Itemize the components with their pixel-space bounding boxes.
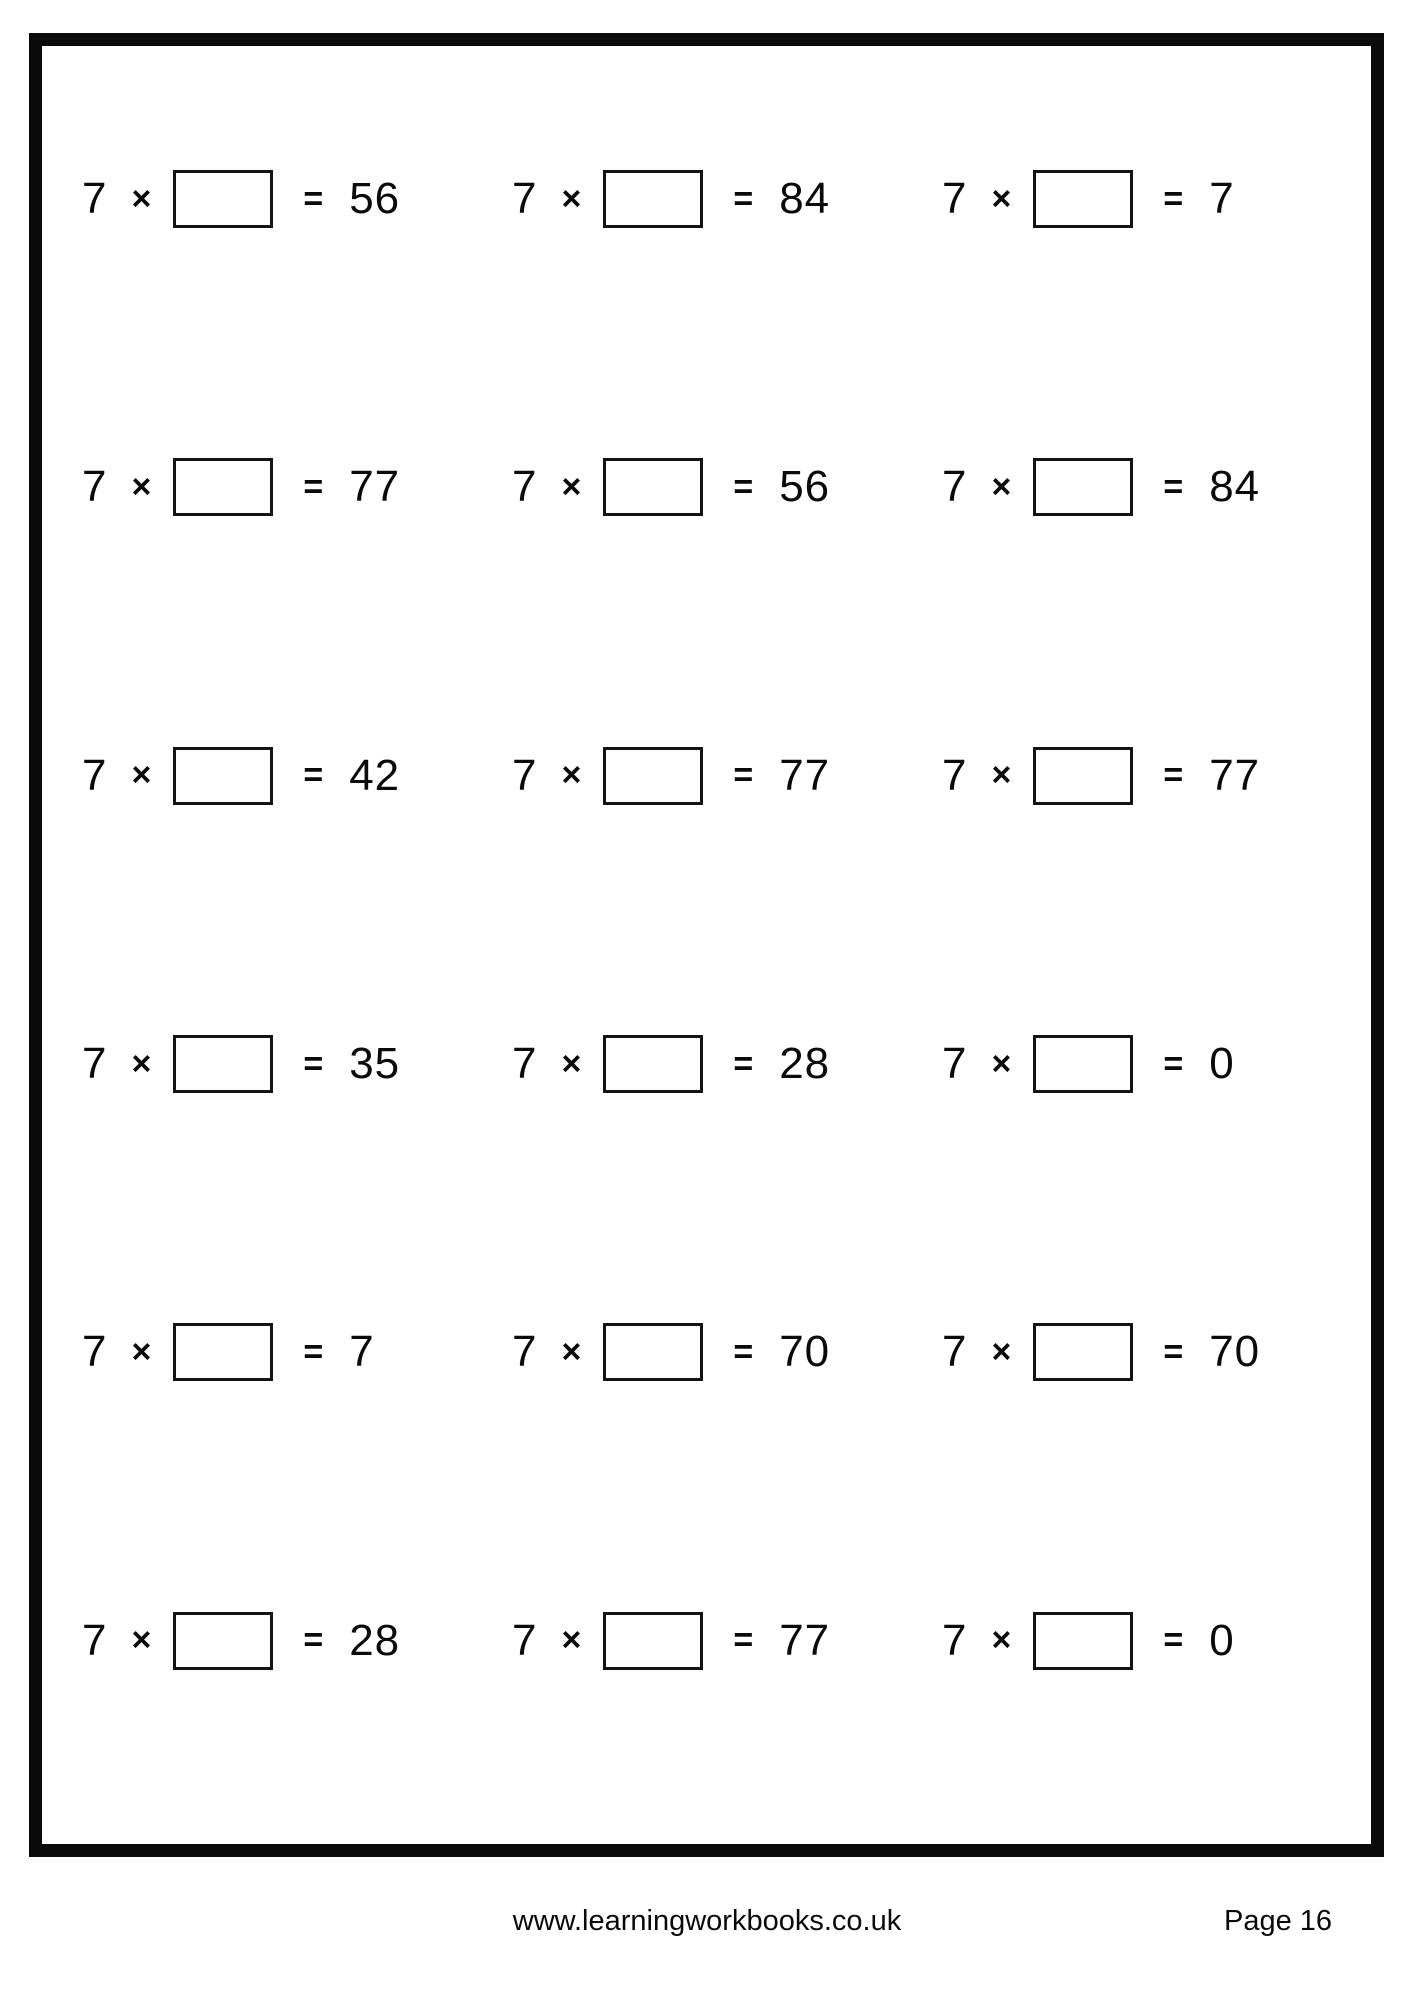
- equation: [942, 170, 1235, 228]
- equation: [82, 1612, 400, 1670]
- multiplicand: 7: [512, 1039, 538, 1089]
- multiplicand: 7: [942, 1039, 968, 1089]
- equals-symbol: =: [303, 467, 324, 506]
- page-number: Page 16: [1224, 1905, 1333, 1937]
- answer-box[interactable]: [1033, 747, 1133, 805]
- equation: [942, 458, 1260, 516]
- product: 84: [1209, 462, 1261, 512]
- equals-symbol: =: [733, 1044, 754, 1083]
- times-symbol: ×: [561, 467, 582, 506]
- answer-box[interactable]: [1033, 1323, 1133, 1381]
- equation: [942, 1323, 1260, 1381]
- times-symbol: ×: [561, 1332, 582, 1371]
- equals-symbol: =: [303, 179, 324, 218]
- equals-symbol: =: [1163, 179, 1184, 218]
- equation: [512, 458, 830, 516]
- times-symbol: ×: [991, 756, 1012, 795]
- answer-box[interactable]: [173, 1612, 273, 1670]
- times-symbol: ×: [131, 179, 152, 218]
- product: 77: [1209, 750, 1261, 800]
- times-symbol: ×: [991, 1044, 1012, 1083]
- multiplicand: 7: [942, 1615, 968, 1665]
- equals-symbol: =: [733, 756, 754, 795]
- equals-symbol: =: [303, 1044, 324, 1083]
- product: 0: [1209, 1039, 1235, 1089]
- multiplicand: 7: [942, 750, 968, 800]
- equation: [512, 170, 830, 228]
- equals-symbol: =: [303, 756, 324, 795]
- product: 35: [349, 1039, 401, 1089]
- equation: [82, 747, 400, 805]
- equation: [82, 1035, 400, 1093]
- equation: [942, 1035, 1235, 1093]
- equals-symbol: =: [1163, 1621, 1184, 1660]
- times-symbol: ×: [131, 1621, 152, 1660]
- product: 77: [779, 750, 831, 800]
- times-symbol: ×: [991, 1332, 1012, 1371]
- multiplicand: 7: [942, 462, 968, 512]
- answer-box[interactable]: [173, 1323, 273, 1381]
- times-symbol: ×: [561, 1044, 582, 1083]
- answer-box[interactable]: [603, 747, 703, 805]
- equals-symbol: =: [1163, 467, 1184, 506]
- product: 28: [779, 1039, 831, 1089]
- answer-box[interactable]: [1033, 1035, 1133, 1093]
- product: 7: [1209, 174, 1235, 224]
- equation: [82, 170, 400, 228]
- equation: [82, 1323, 375, 1381]
- equals-symbol: =: [733, 179, 754, 218]
- answer-box[interactable]: [1033, 170, 1133, 228]
- times-symbol: ×: [991, 467, 1012, 506]
- equals-symbol: =: [303, 1332, 324, 1371]
- equals-symbol: =: [733, 467, 754, 506]
- times-symbol: ×: [561, 1621, 582, 1660]
- answer-box[interactable]: [173, 1035, 273, 1093]
- multiplicand: 7: [512, 462, 538, 512]
- problem-grid: [42, 45, 1372, 1845]
- equation: [512, 1612, 830, 1670]
- product: 84: [779, 174, 831, 224]
- equals-symbol: =: [1163, 1332, 1184, 1371]
- answer-box[interactable]: [173, 170, 273, 228]
- multiplicand: 7: [82, 1615, 108, 1665]
- equals-symbol: =: [1163, 1044, 1184, 1083]
- product: 77: [779, 1615, 831, 1665]
- times-symbol: ×: [561, 179, 582, 218]
- product: 42: [349, 750, 401, 800]
- multiplicand: 7: [512, 1327, 538, 1377]
- product: 77: [349, 462, 401, 512]
- multiplicand: 7: [82, 1039, 108, 1089]
- equation: [512, 1323, 830, 1381]
- equals-symbol: =: [733, 1621, 754, 1660]
- multiplicand: 7: [82, 750, 108, 800]
- multiplicand: 7: [942, 1327, 968, 1377]
- equals-symbol: =: [1163, 756, 1184, 795]
- answer-box[interactable]: [1033, 458, 1133, 516]
- equation: [512, 1035, 830, 1093]
- answer-box[interactable]: [1033, 1612, 1133, 1670]
- equals-symbol: =: [733, 1332, 754, 1371]
- multiplicand: 7: [942, 174, 968, 224]
- times-symbol: ×: [131, 467, 152, 506]
- equation: [942, 747, 1260, 805]
- answer-box[interactable]: [603, 170, 703, 228]
- product: 70: [1209, 1327, 1261, 1377]
- multiplicand: 7: [512, 750, 538, 800]
- times-symbol: ×: [561, 756, 582, 795]
- product: 7: [349, 1327, 375, 1377]
- product: 56: [779, 462, 831, 512]
- product: 28: [349, 1615, 401, 1665]
- answer-box[interactable]: [603, 1035, 703, 1093]
- equation: [512, 747, 830, 805]
- website-url: www.learningworkbooks.co.uk: [512, 1905, 902, 1937]
- multiplicand: 7: [512, 1615, 538, 1665]
- multiplicand: 7: [512, 174, 538, 224]
- answer-box[interactable]: [173, 458, 273, 516]
- multiplicand: 7: [82, 462, 108, 512]
- times-symbol: ×: [991, 1621, 1012, 1660]
- product: 70: [779, 1327, 831, 1377]
- equals-symbol: =: [303, 1621, 324, 1660]
- multiplicand: 7: [82, 1327, 108, 1377]
- product: 0: [1209, 1615, 1235, 1665]
- times-symbol: ×: [131, 1332, 152, 1371]
- answer-box[interactable]: [603, 1612, 703, 1670]
- times-symbol: ×: [991, 179, 1012, 218]
- times-symbol: ×: [131, 756, 152, 795]
- answer-box[interactable]: [603, 458, 703, 516]
- equation: [942, 1612, 1235, 1670]
- product: 56: [349, 174, 401, 224]
- times-symbol: ×: [131, 1044, 152, 1083]
- page-footer: [0, 1905, 1414, 1965]
- multiplicand: 7: [82, 174, 108, 224]
- answer-box[interactable]: [173, 747, 273, 805]
- equation: [82, 458, 400, 516]
- answer-box[interactable]: [603, 1323, 703, 1381]
